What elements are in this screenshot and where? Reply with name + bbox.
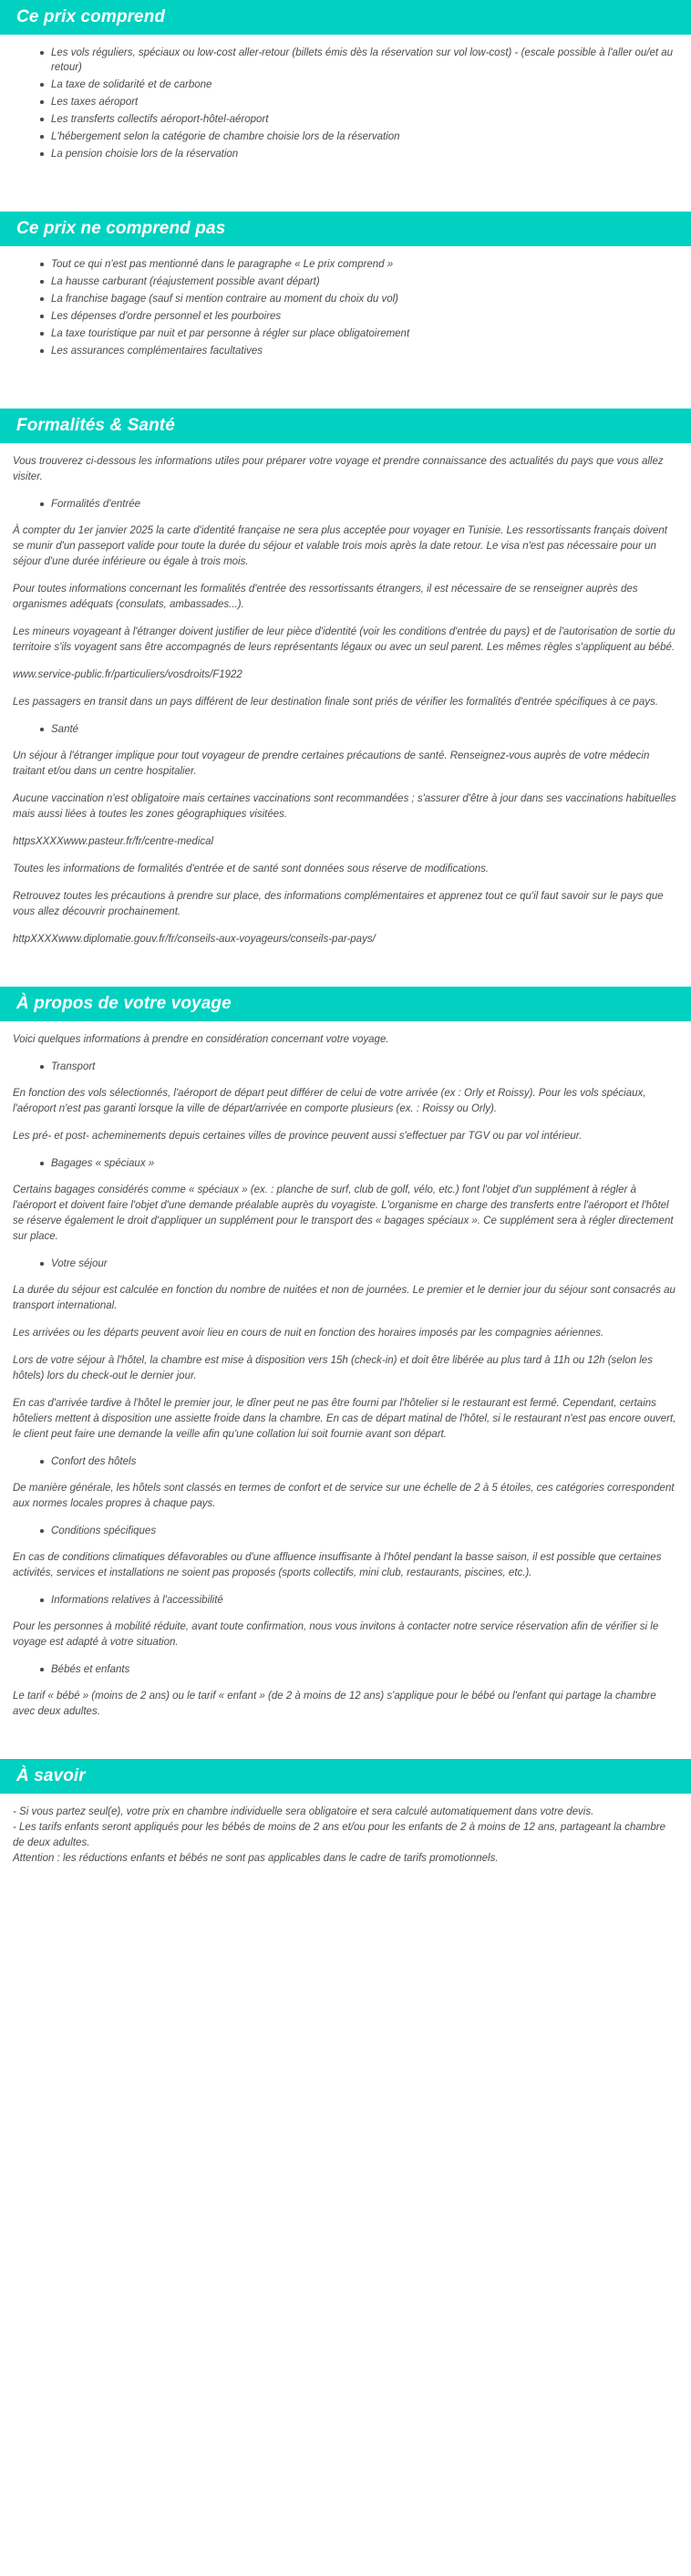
list-item: La hausse carburant (réajustement possible avant départ) [40, 274, 678, 290]
list-item: Les assurances complémentaires facultatives [40, 344, 678, 359]
formalities-body [0, 443, 691, 947]
transport-paragraph-2: Les pré- et post- acheminements depuis certaines villes de province peuvent aussi s'effectuer par TGV ou par vol intérieur. [13, 1131, 583, 1142]
stay-paragraph-2: Les arrivées ou les départs peuvent avoir lieu en cours de nuit en fonction des horaires imposés par les compagnies aériennes. [13, 1328, 604, 1339]
list-item: La pension choisie lors de la réservation [40, 147, 678, 162]
spacer [0, 1732, 691, 1759]
list-item: La taxe de solidarité et de carbone [40, 78, 678, 93]
formalities-paragraph-3: Les mineurs voyageant à l'étranger doivent justifier de leur pièce d'identité (voir les conditions d'entrée du pays) et de l'autorisation de sortie du territoire s'ils voyagent sans être accompagnés de leurs représentants légaux ou avec un seul parent. Les mêmes règles s'appliquent au bébé. [13, 626, 676, 653]
list-item: Les taxes aéroport [40, 95, 678, 110]
section-included [0, 0, 691, 162]
section-formalities [0, 409, 691, 947]
formalities-paragraph-1: À compter du 1er janvier 2025 la carte d'identité française ne sera plus acceptée pour voyager en Tunisie. Les ressortissants français doivent se munir d'un passeport valide pour toute la durée du séjour et valable trois mois après la date retour. Le visa n'est pas nécessaire pour un séjour d'une durée inférieure ou égale à trois mois. [13, 525, 667, 567]
formalities-subheading-health-list [13, 722, 678, 737]
specific-conditions-paragraph-1: En cas de conditions climatiques défavorables ou d'une affluence insuffisante à l'hôtel pendant la basse saison, il est possible que certaines activités, services et installations ne soient pas proposés (sports collectifs, mini club, restaurants, piscines, etc.). [13, 1552, 662, 1578]
subheading-babies-list [13, 1662, 678, 1677]
stay-paragraph-4: En cas d'arrivée tardive à l'hôtel le premier jour, le dîner peut ne pas être fourni par l'hôtelier si le restaurant est fermé. Cependant, certains hôteliers mettent à disposition une assiette froide dans la chambre. En cas de départ matinal de l'hôtel, si le restaurant n'est pas encore ouvert, le client peut faire une demande la veille afin qu'une collation lui soit fournie avant son départ. [13, 1398, 676, 1440]
health-paragraph-4: Retrouvez toutes les précautions à prendre sur place, des informations complémentaires et apprenez tout ce qu'il faut savoir sur le pays que vous allez découvrir prochainement. [13, 891, 664, 917]
health-link-pasteur[interactable]: httpsXXXXwww.pasteur.fr/fr/centre-medical [13, 836, 214, 847]
stay-paragraph-1: La durée du séjour est calculée en fonction du nombre de nuitées et non de journées. Le premier et le dernier jour du séjour sont consacrés au transport international. [13, 1285, 676, 1311]
babies-paragraph-1: Le tarif « bébé » (moins de 2 ans) ou le tarif « enfant » (de 2 à moins de 12 ans) s'applique pour le bébé ou l'enfant qui partage la chambre avec deux adultes. [13, 1691, 656, 1717]
formalities-paragraph-2: Pour toutes informations concernant les formalités d'entrée des ressortissants étrangers, il est nécessaire de se renseigner auprès des organismes adéquats (consulats, ambassades...). [13, 584, 638, 610]
section-header-to-know: À savoir [0, 1759, 691, 1794]
section-header-formalities: Formalités & Santé [0, 409, 691, 443]
formalities-paragraph-4: Les passagers en transit dans un pays différent de leur destination finale sont priés de vérifier les formalités d'entrée spécifiques à ce pays. [13, 697, 658, 708]
subheading-entry-formalities: Formalités d'entrée [40, 497, 678, 512]
subheading-comfort-list [13, 1454, 678, 1469]
section-header-included: Ce prix comprend [0, 0, 691, 35]
formalities-intro: Vous trouverez ci-dessous les informations utiles pour préparer votre voyage et prendre connaissance des actualités du pays que vous allez visiter. [13, 456, 664, 482]
spacer [13, 1021, 678, 1032]
spacer [0, 361, 691, 409]
comfort-paragraph-1: De manière générale, les hôtels sont classés en termes de confort et de service sur une échelle de 2 à 5 étoiles, ces catégories correspondent aux normes locales propres à chaque pays. [13, 1483, 675, 1509]
about-trip-body [0, 1021, 691, 1720]
subheading-hotel-comfort: Confort des hôtels [40, 1454, 678, 1469]
subheading-health: Santé [40, 722, 678, 737]
section-header-not-included: Ce prix ne comprend pas [0, 212, 691, 246]
baggage-paragraph-1: Certains bagages considérés comme « spéciaux » (ex. : planche de surf, club de golf, vélo, etc.) font l'objet d'un supplément à régler à l'aéroport et doivent faire l'objet d'une demande préalable auprès du voyagiste. L'organisme en charge des transferts entre l'aéroport et l'hôtel se réserve également le droit d'appliquer un supplément pour le transport des « bagages spéciaux ». Ce supplément sera à régler directement sur place. [13, 1185, 674, 1242]
spacer [0, 1867, 691, 1881]
included-body [0, 46, 691, 162]
to-know-line: - Si vous partez seul(e), votre prix en chambre individuelle sera obligatoire et sera calculé automatiquement dans votre devis. [13, 1806, 594, 1817]
subheading-babies-children: Bébés et enfants [40, 1662, 678, 1677]
subheading-transport-list [13, 1060, 678, 1074]
transport-paragraph-1: En fonction des vols sélectionnés, l'aéroport de départ peut différer de celui de votre arrivée (ex : Orly et Roissy). Pour les vols spéciaux, l'aéroport n'est pas garanti lorsque la ville de départ/arrivée en comporte plusieurs (ex. : Roissy ou Orly). [13, 1088, 646, 1114]
not-included-bullet-list [13, 257, 678, 359]
spacer [13, 1794, 678, 1805]
spacer [0, 959, 691, 987]
list-item: Tout ce qui n'est pas mentionné dans le paragraphe « Le prix comprend » [40, 257, 678, 273]
subheading-transport: Transport [40, 1060, 678, 1074]
section-to-know [0, 1759, 691, 1867]
health-paragraph-2: Aucune vaccination n'est obligatoire mais certaines vaccinations sont recommandées ; s'assurer d'être à jour dans ses vaccinations habituelles mais aussi liées à toutes les zones géographiques visitées. [13, 793, 676, 820]
list-item: Les transferts collectifs aéroport-hôtel-aéroport [40, 112, 678, 128]
to-know-line: - Les tarifs enfants seront appliqués pour les bébés de moins de 2 ans et/ou pour les enfants de 2 à moins de 12 ans, partageant la chambre de deux adultes. [13, 1822, 666, 1848]
subheading-specific-conditions-list [13, 1524, 678, 1538]
list-item: La taxe touristique par nuit et par personne à régler sur place obligatoirement [40, 326, 678, 342]
subheading-accessibility-list [13, 1593, 678, 1608]
subheading-baggage: Bagages « spéciaux » [40, 1156, 678, 1171]
list-item: Les vols réguliers, spéciaux ou low-cost aller-retour (billets émis dès la réservation sur vol low-cost) - (escale possible à l'aller ou/et au retour) [40, 46, 678, 76]
to-know-body [0, 1794, 691, 1867]
section-about-trip [0, 987, 691, 1720]
to-know-line: Attention : les réductions enfants et bébés ne sont pas applicables dans le cadre de tarifs promotionnels. [13, 1853, 499, 1864]
health-link-diplomatie[interactable]: httpXXXXwww.diplomatie.gouv.fr/fr/conseils-aux-voyageurs/conseils-par-pays/ [13, 934, 376, 945]
not-included-body [0, 257, 691, 359]
spacer [0, 164, 691, 212]
subheading-stay-list [13, 1257, 678, 1271]
health-paragraph-1: Un séjour à l'étranger implique pour tout voyageur de prendre certaines précautions de santé. Renseignez-vous auprès de votre médecin traitant et/ou dans un centre hospitalier. [13, 750, 650, 777]
subheading-stay: Votre séjour [40, 1257, 678, 1271]
section-header-about-trip: À propos de votre voyage [0, 987, 691, 1021]
about-trip-intro: Voici quelques informations à prendre en considération concernant votre voyage. [13, 1034, 389, 1045]
subheading-specific-conditions: Conditions spécifiques [40, 1524, 678, 1538]
list-item: La franchise bagage (sauf si mention contraire au moment du choix du vol) [40, 292, 678, 307]
section-not-included [0, 212, 691, 359]
subheading-baggage-list [13, 1156, 678, 1171]
list-item: Les dépenses d'ordre personnel et les pourboires [40, 309, 678, 325]
stay-paragraph-3: Lors de votre séjour à l'hôtel, la chambre est mise à disposition vers 15h (check-in) et doit être libérée au plus tard à 11h ou 12h (selon les hôtels) lors du check-out le dernier jour. [13, 1355, 653, 1381]
subheading-accessibility: Informations relatives à l'accessibilité [40, 1593, 678, 1608]
accessibility-paragraph-1: Pour les personnes à mobilité réduite, avant toute confirmation, nous vous invitons à contacter notre service réservation afin de vérifier si le voyage est adapté à votre situation. [13, 1621, 659, 1648]
formalities-link-service-public[interactable]: www.service-public.fr/particuliers/vosdroits/F1922 [13, 669, 242, 680]
formalities-subheading-entry-list [13, 497, 678, 512]
health-paragraph-3: Toutes les informations de formalités d'entrée et de santé sont données sous réserve de modifications. [13, 864, 490, 874]
spacer [13, 443, 678, 454]
list-item: L'hébergement selon la catégorie de chambre choisie lors de la réservation [40, 129, 678, 145]
included-bullet-list [13, 46, 678, 162]
